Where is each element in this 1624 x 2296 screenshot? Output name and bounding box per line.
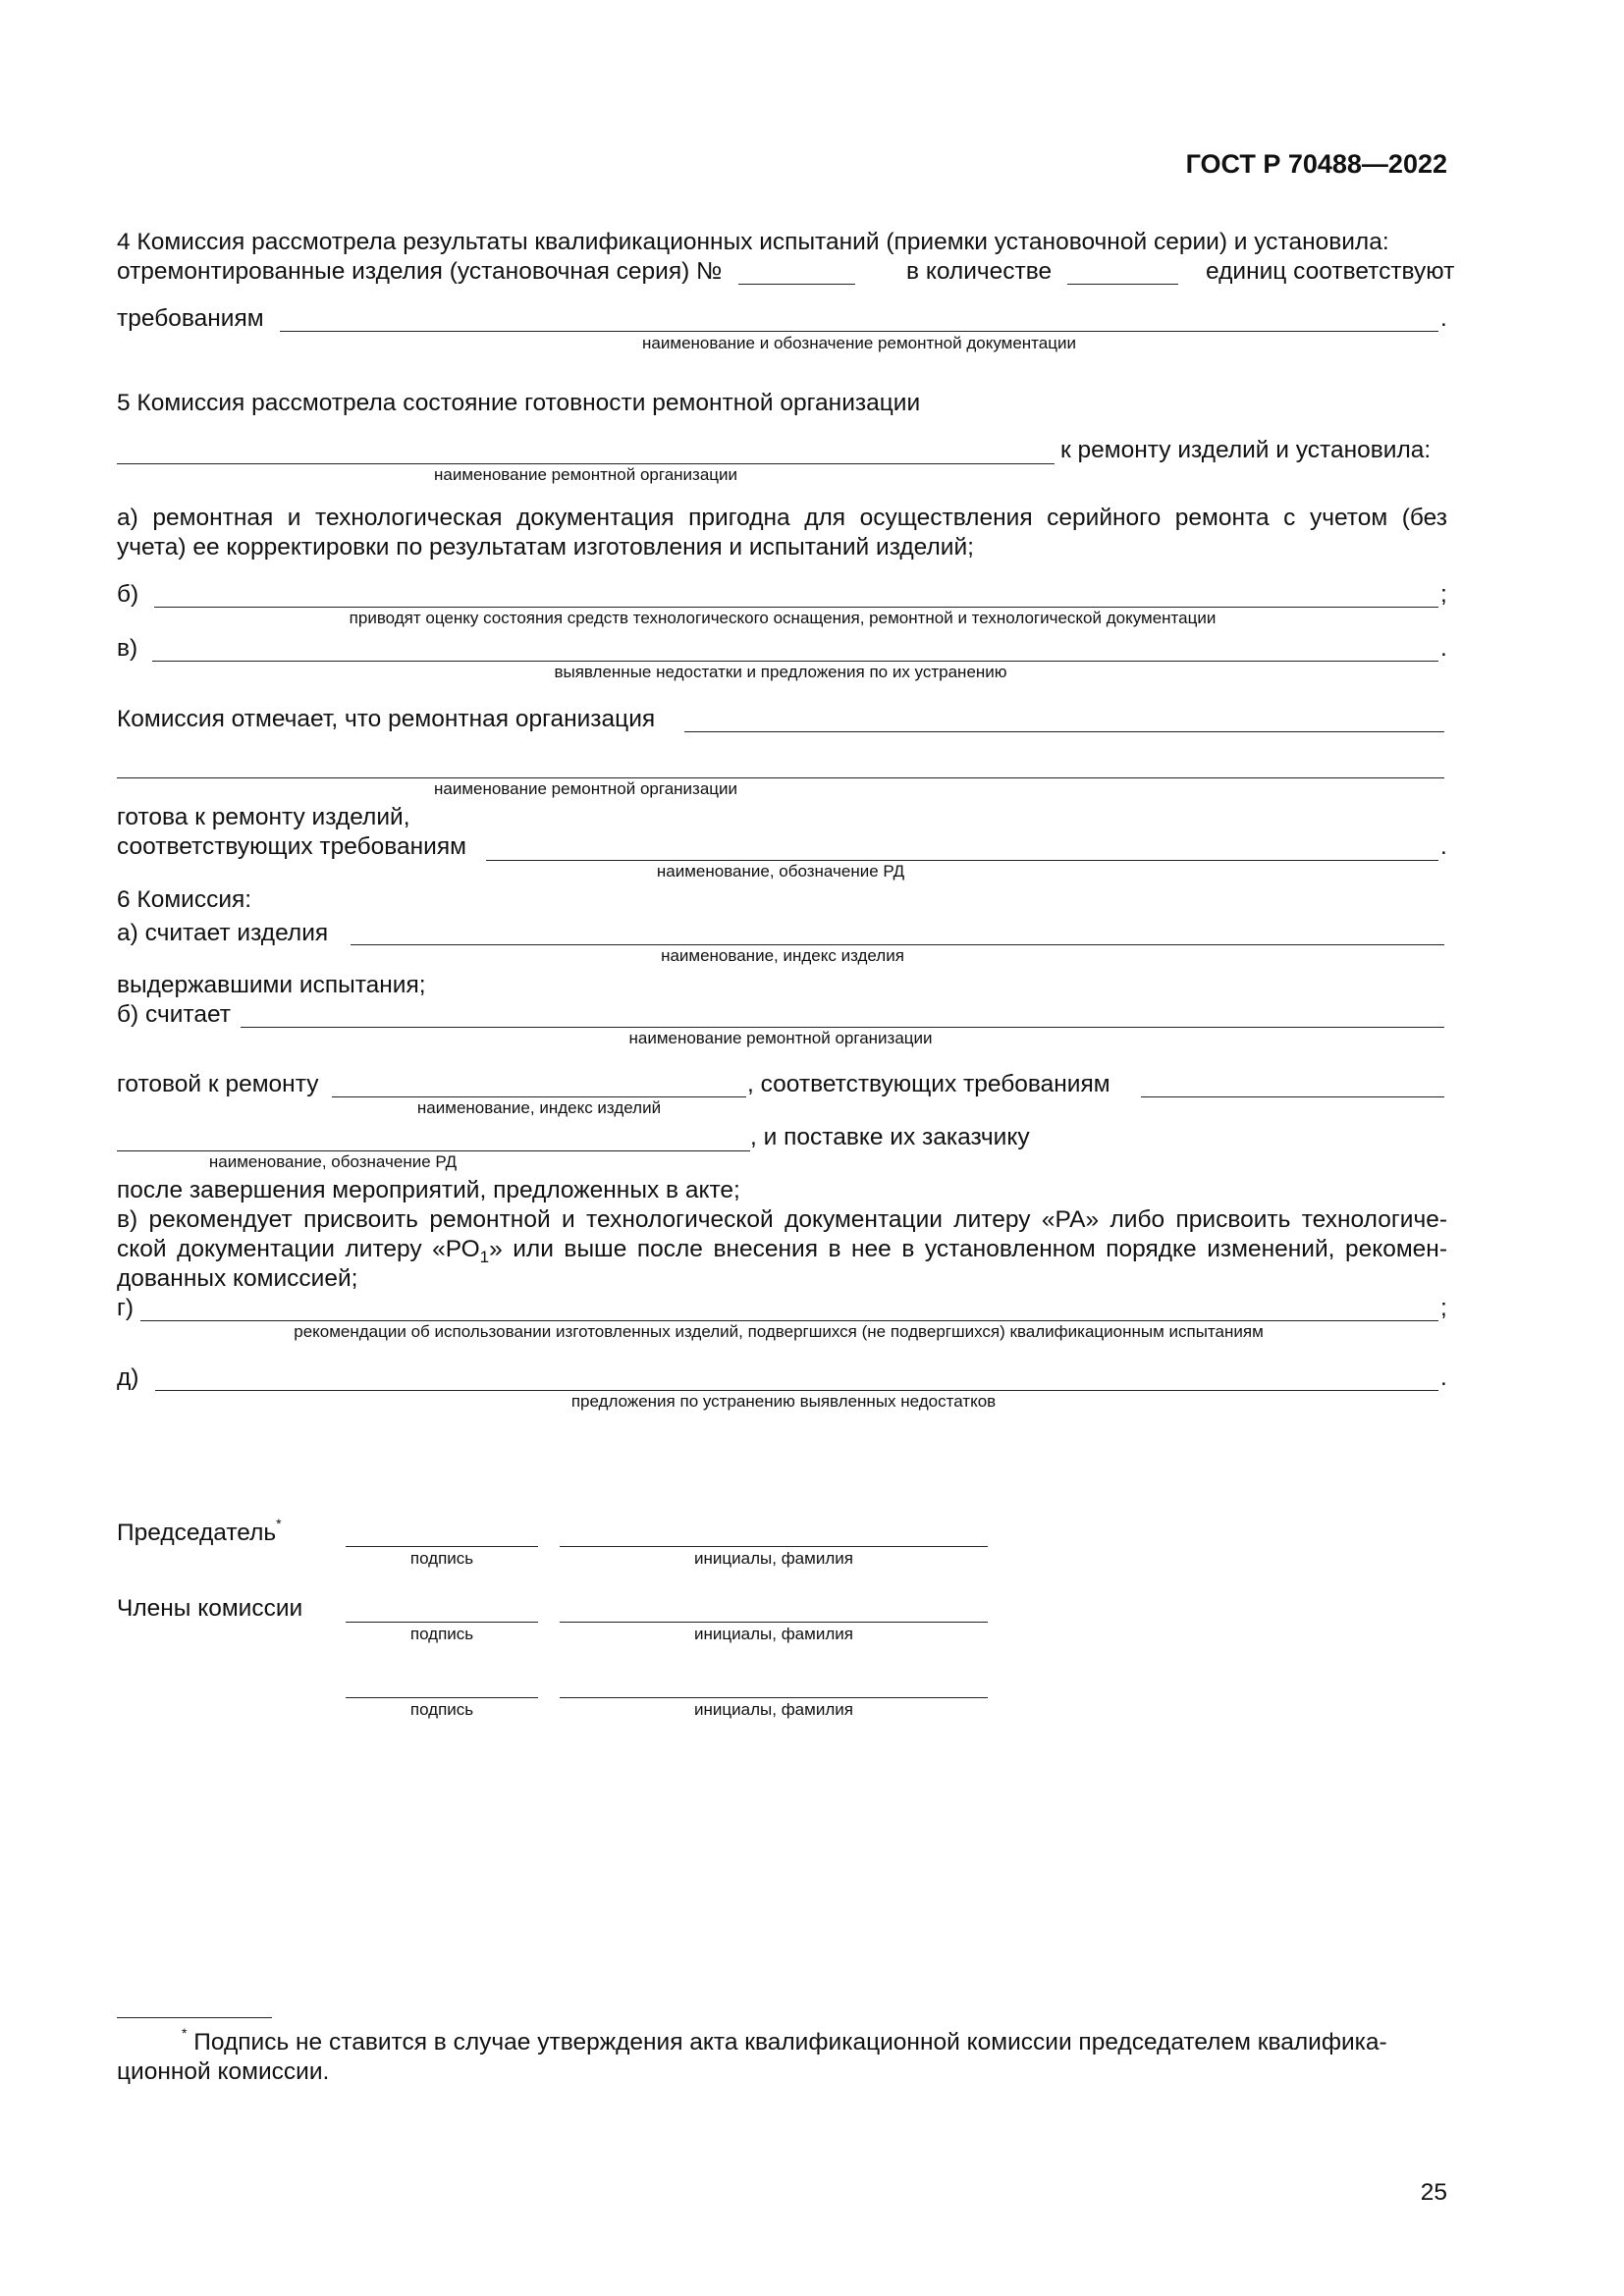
s4-req-caption: наименование и обозначение ремонтной документации <box>642 334 1076 352</box>
members-label: Члены комиссии <box>117 1595 303 1622</box>
s5-v-end: . <box>1440 635 1447 662</box>
s6-b-blank[interactable] <box>241 1027 1444 1028</box>
member2-name-caption: инициалы, фамилия <box>694 1700 853 1719</box>
member1-signature-blank[interactable] <box>346 1622 538 1623</box>
document-code: ГОСТ Р 70488—2022 <box>1185 149 1447 179</box>
s6-g-label: г) <box>117 1295 135 1321</box>
chair-signature-blank[interactable] <box>346 1546 538 1547</box>
member1-name-caption: инициалы, фамилия <box>694 1625 853 1643</box>
s4-number-blank[interactable] <box>738 284 855 285</box>
chair-label: Председатель* <box>117 1515 282 1546</box>
s5-notes-caption: наименование ремонтной организации <box>433 779 738 798</box>
s5-title: 5 Комиссия рассмотрела состояние готовности ремонтной организации <box>117 390 921 416</box>
s5-v-label: в) <box>117 635 138 662</box>
s4-line2-a: отремонтированные изделия (установочная серия) № <box>117 258 723 285</box>
s6-d-caption: предложения по устранению выявленных недостатков <box>570 1392 997 1411</box>
member1-name-blank[interactable] <box>560 1622 988 1623</box>
s4-req-dot: . <box>1440 305 1447 332</box>
s6-ready-label: готовой к ремонту <box>117 1071 319 1097</box>
chair-name-caption: инициалы, фамилия <box>694 1549 853 1568</box>
s5-b-blank[interactable] <box>154 607 1438 608</box>
s6-a-blank[interactable] <box>351 944 1444 945</box>
s6-req-blank[interactable] <box>1141 1096 1444 1097</box>
s6-title: 6 Комиссия: <box>117 886 252 913</box>
s6-d-label: д) <box>117 1364 139 1391</box>
s5-b-label: б) <box>117 581 139 608</box>
s6-ready-blank[interactable] <box>332 1096 746 1097</box>
footnote-mark: * <box>182 2024 188 2041</box>
footnote-line2: ционной комиссии. <box>117 2058 330 2085</box>
s4-line2-c: единиц соответствуют <box>1206 258 1455 285</box>
s6-b-caption: наименование ремонтной организации <box>628 1029 933 1047</box>
s6-v-line1: в) рекомендует присвоить ремонтной и технологической документации литеру «РА» либо присвоить технологиче- <box>117 1206 1447 1233</box>
s5-org-caption: наименование ремонтной организации <box>433 465 738 484</box>
s5-meeting-end: . <box>1440 833 1447 860</box>
s5-a-line1: а) ремонтная и технологическая документация пригодна для осуществления серийного ремонта с учетом (без <box>117 505 1447 531</box>
s4-line1: 4 Комиссия рассмотрела результаты квалификационных испытаний (приемки установочной серии) и установила: <box>117 229 1389 255</box>
s6-v-line2: ской документации литеру «$РО_1$» или выше после внесения в нее в установленном порядке изменений, рекомен- <box>117 1236 1447 1266</box>
s5-meeting-req: соответствующих требованиям <box>117 833 466 860</box>
s5-notes-label: Комиссия отмечает, что ремонтная организация <box>117 706 656 732</box>
chair-signature-caption: подпись <box>409 1549 474 1568</box>
chair-name-blank[interactable] <box>560 1546 988 1547</box>
footnote-separator <box>117 2017 272 2018</box>
s5-org-blank[interactable] <box>117 463 1055 464</box>
member2-signature-caption: подпись <box>409 1700 474 1719</box>
s6-a-label: а) считает изделия <box>117 920 329 946</box>
s4-quantity-blank[interactable] <box>1067 284 1178 285</box>
s6-req-label: , соответствующих требованиям <box>747 1071 1110 1097</box>
s6-passed: выдержавшими испытания; <box>117 972 426 998</box>
member2-signature-blank[interactable] <box>346 1697 538 1698</box>
s5-ready: готова к ремонту изделий, <box>117 804 410 830</box>
s6-g-blank[interactable] <box>140 1320 1438 1321</box>
s6-b-label: б) считает <box>117 1001 232 1028</box>
s6-ready-caption: наименование, индекс изделий <box>416 1098 662 1117</box>
s5-v-blank[interactable] <box>152 661 1438 662</box>
member1-signature-caption: подпись <box>409 1625 474 1643</box>
member2-name-blank[interactable] <box>560 1697 988 1698</box>
s6-v-line3: дованных комиссией; <box>117 1265 358 1292</box>
s5-b-caption: приводят оценку состояния средств технологического оснащения, ремонтной и технологической документации <box>349 609 1217 627</box>
page-number: 25 <box>1420 2179 1447 2206</box>
s6-rd-blank[interactable] <box>117 1150 750 1151</box>
s4-req-blank[interactable] <box>280 331 1438 332</box>
s6-g-caption: рекомендации об использовании изготовленных изделий, подвергшихся (не подвергшихся) квалификационным испытаниям <box>294 1322 1264 1341</box>
s4-req-label: требованиям <box>117 305 264 332</box>
s5-notes-blank-1[interactable] <box>684 731 1444 732</box>
s5-tail: к ремонту изделий и установила: <box>1060 437 1432 463</box>
s5-rd-caption: наименование, обозначение РД <box>656 862 905 881</box>
s4-line2-b: в количестве <box>906 258 1053 285</box>
s6-d-end: . <box>1440 1364 1447 1391</box>
s5-rd-blank[interactable] <box>486 860 1438 861</box>
s5-b-end: ; <box>1440 581 1447 608</box>
chair-footnote-mark: * <box>276 1515 282 1531</box>
s6-g-end: ; <box>1440 1295 1447 1321</box>
s5-v-caption: выявленные недостатки и предложения по их устранению <box>554 663 1007 681</box>
s6-supply: , и поставке их заказчику <box>750 1124 1030 1150</box>
s5-notes-blank-2[interactable] <box>117 777 1444 778</box>
s6-after: после завершения мероприятий, предложенных в акте; <box>117 1177 740 1203</box>
s6-rd-caption: наименование, обозначение РД <box>208 1152 458 1171</box>
s5-a-line2: учета) ее корректировки по результатам изготовления и испытаний изделий; <box>117 534 974 561</box>
s6-d-blank[interactable] <box>155 1390 1438 1391</box>
s6-a-caption: наименование, индекс изделия <box>661 946 904 965</box>
footnote-line1: * Подпись не ставится в случае утверждения акта квалификационной комиссии председателем квалифика- <box>182 2024 1387 2056</box>
